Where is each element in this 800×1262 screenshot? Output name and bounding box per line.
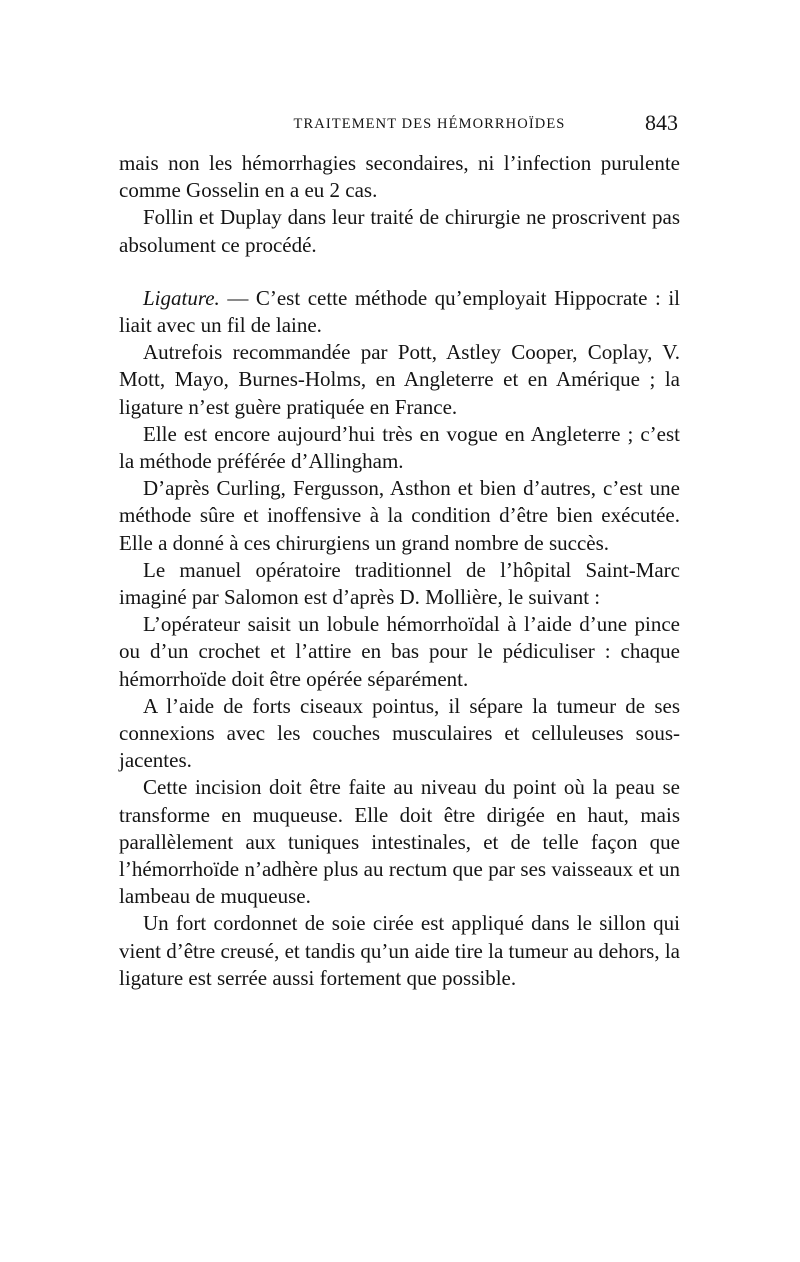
paragraph-2 bbox=[119, 204, 680, 258]
paragraph-9 bbox=[119, 693, 680, 775]
paragraph-6-text: D’après Curling, Fergusson, Asthon et bien d’autres, c’est une méthode sûre et inoffensive à la condition d’être bien exécutée. Elle a donné à ces chirurgiens un grand nombre de succès. bbox=[119, 476, 680, 555]
paragraph-7-text: Le manuel opératoire traditionnel de l’hôpital Saint-Marc imaginé par Salomon est d’après D. Mollière, le suivant : bbox=[119, 557, 680, 610]
paragraph-1 bbox=[119, 150, 680, 204]
running-title: TRAITEMENT DES HÉMORRHOÏDES bbox=[293, 116, 566, 132]
section-lead-ligature: Ligature. bbox=[143, 285, 220, 310]
paragraph-10-text: Cette incision doit être faite au niveau du point où la peau se transforme en muqueuse. Elle doit être dirigée en haut, mais parallèlement aux tuniques intestinales, et de telle façon que l’hémorrhoïde n’adhère plus au rectum que par ses vaisseaux et un lambeau de muqueuse. bbox=[119, 775, 680, 909]
paragraph-5 bbox=[119, 421, 680, 475]
paragraph-11 bbox=[119, 910, 680, 992]
paragraph-3-text: — C’est cette méthode qu’employait Hippocrate : il liait avec un fil de laine. bbox=[119, 285, 680, 338]
text-block-1 bbox=[119, 150, 680, 259]
paragraph-3 bbox=[119, 285, 680, 339]
paragraph-2-text: Follin et Duplay dans leur traité de chirurgie ne proscrivent pas absolument ce procédé. bbox=[119, 205, 680, 257]
text-block-ligature bbox=[119, 285, 680, 992]
paragraph-4-text: Autrefois recommandée par Pott, Astley Cooper, Coplay, V. Mott, Mayo, Burnes-Holms, en Angleterre et en Amérique ; la ligature n’est guère pratiquée en France. bbox=[119, 340, 680, 419]
paragraph-9-text: A l’aide de forts ciseaux pointus, il sépare la tumeur de ses connexions avec les couches musculaires et celluleuses sous-jacentes. bbox=[119, 693, 680, 773]
paragraph-8 bbox=[119, 611, 680, 693]
paragraph-6 bbox=[119, 475, 680, 557]
paragraph-8-text: L’opérateur saisit un lobule hémorrhoïdal à l’aide d’une pince ou d’un crochet et l’attire en bas pour le pédiculiser : chaque hémorrhoïde doit être opérée séparément. bbox=[119, 612, 680, 691]
page-number: 843 bbox=[645, 110, 678, 135]
running-head bbox=[119, 110, 680, 140]
paragraph-5-text: Elle est encore aujourd’hui très en vogue en Angleterre ; c’est la méthode préférée d’Allingham. bbox=[119, 421, 680, 474]
book-page bbox=[119, 110, 680, 992]
paragraph-1-text: mais non les hémorrhagies secondaires, ni l’infection purulente comme Gosselin en a eu 2 cas. bbox=[119, 151, 680, 203]
paragraph-10 bbox=[119, 774, 680, 910]
paragraph-11-text: Un fort cordonnet de soie cirée est appliqué dans le sillon qui vient d’être creusé, et tandis qu’un aide tire la tumeur au dehors, la ligature est serrée aussi fortement que possible. bbox=[119, 911, 680, 990]
paragraph-7 bbox=[119, 557, 680, 611]
paragraph-4 bbox=[119, 339, 680, 421]
